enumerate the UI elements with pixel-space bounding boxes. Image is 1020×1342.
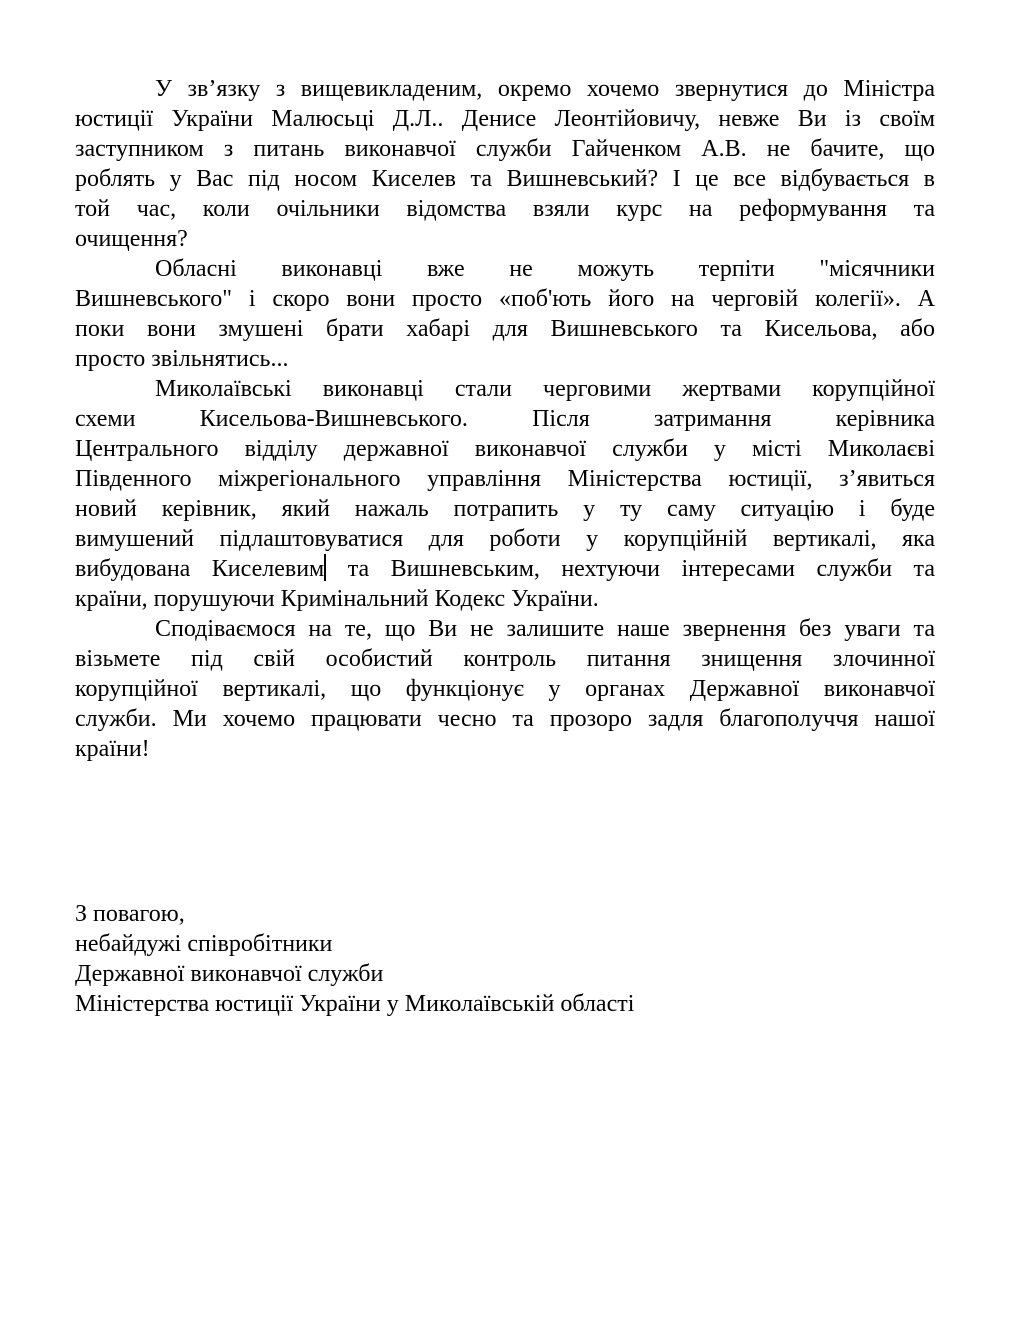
- text-line: поки вони змушені брати хабарі для Вишневського та Кисельова, або: [75, 316, 935, 342]
- text-line-with-cursor: [75, 554, 935, 584]
- text-line: просто звільнятись...: [75, 346, 289, 372]
- text-line: Південного міжрегіонального управління Міністерства юстиції, з’явиться: [75, 466, 935, 492]
- text-line: Обласні виконавці вже не можуть терпіти "місячники: [155, 256, 935, 282]
- paragraph: [75, 614, 935, 764]
- text-line: той час, коли очільники відомства взяли курс на реформування та: [75, 196, 935, 222]
- text-line: країни, порушуючи Кримінальний Кодекс України.: [75, 586, 599, 612]
- paragraph: [75, 74, 935, 254]
- signature-line: Міністерства юстиції України у Миколаївській області: [75, 991, 635, 1017]
- text-line: роблять у Вас під носом Киселев та Вишневський? І це все відбувається в: [75, 166, 935, 192]
- letter-body: [75, 74, 935, 1019]
- text-line: заступником з питань виконавчої служби Гайченком А.В. не бачите, що: [75, 136, 935, 162]
- text-line: У зв’язку з вищевикладеним, окремо хочемо звернутися до Міністра: [155, 76, 935, 102]
- text-line: вимушений підлаштовуватися для роботи у корупційній вертикалі, яка: [75, 526, 935, 552]
- text-line: схеми Кисельова-Вишневського. Після затримання керівника: [75, 406, 935, 432]
- signature-line: небайдужі співробітники: [75, 931, 333, 957]
- text-line: новий керівник, який нажаль потрапить у ту саму ситуацію і буде: [75, 496, 935, 522]
- text-line: країни!: [75, 736, 150, 762]
- text-line: візьмете під свій особистий контроль питання знищення злочинної: [75, 646, 935, 672]
- paragraph: [75, 254, 935, 374]
- paragraph: [75, 374, 935, 614]
- text-before-cursor: вибудована Киселевим: [75, 556, 325, 582]
- text-line: корупційної вертикалі, що функціонує у органах Державної виконавчої: [75, 676, 935, 702]
- text-line: Миколаївські виконавці стали черговими жертвами корупційної: [155, 376, 935, 402]
- text-line: юстиції України Малюсьці Д.Л.. Денисе Леонтійовичу, невже Ви із своїм: [75, 106, 935, 132]
- text-line: служби. Ми хочемо працювати чесно та прозоро задля благополуччя нашої: [75, 706, 935, 732]
- signature-line: З повагою,: [75, 901, 185, 927]
- text-line: Вишневського" і скоро вони просто «поб'ють його на черговій колегії». А: [75, 286, 935, 312]
- text-line: Сподіваємося на те, що Ви не залишите наше звернення без уваги та: [155, 616, 935, 642]
- signature-block: [75, 899, 935, 1019]
- signature-line: Державної виконавчої служби: [75, 961, 384, 987]
- text-line: Центрального відділу державної виконавчої служби у місті Миколаєві: [75, 436, 935, 462]
- text-after-cursor: та Вишневським, нехтуючи інтересами служби та: [326, 556, 935, 582]
- text-line: очищення?: [75, 226, 188, 252]
